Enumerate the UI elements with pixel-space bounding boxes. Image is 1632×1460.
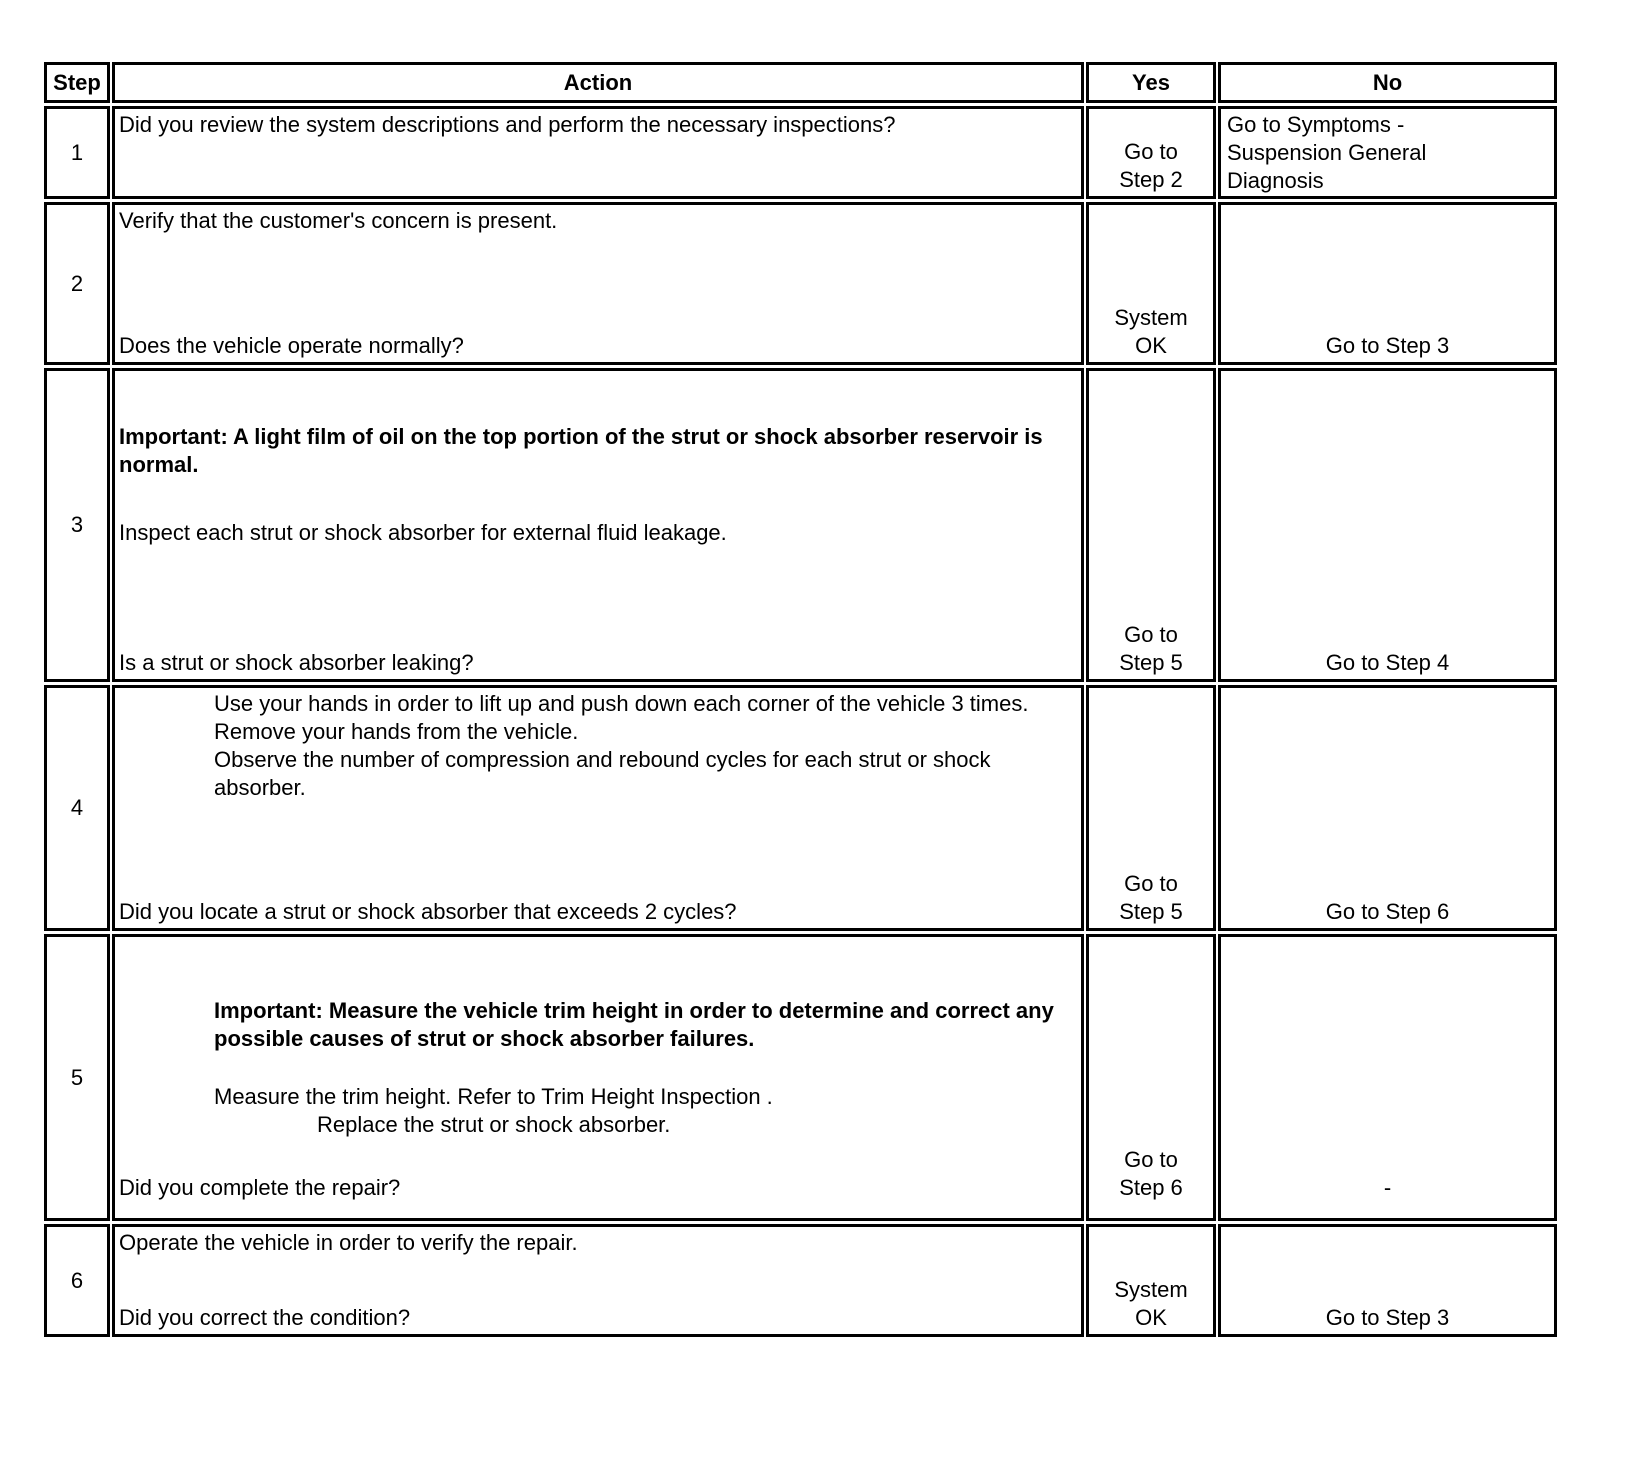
column-header-step: Step [44,62,110,103]
step-2-intro: Verify that the customer's concern is present. [119,208,558,233]
step-2-no-text: Go to Step 3 [1325,333,1450,358]
step-1-yes-text: Go to Step 2 [1119,139,1183,192]
step-3-yes-cell [1086,368,1216,682]
step-5-yes-text: Go to Step 6 [1119,1147,1183,1200]
step-2-yes-text: System OK [1114,305,1188,358]
column-header-no: No [1218,62,1557,103]
step-1-no-text: Go to Symptoms - Suspension General Diagnosis [1227,112,1427,193]
step-2-number: 2 [44,202,110,365]
step-1-number: 1 [44,106,110,199]
step-1-no-cell [1218,106,1557,199]
step-3-no-text: Go to Step 4 [1325,650,1450,675]
step-3-yes-text: Go to Step 5 [1119,622,1183,675]
step-3-action-cell [112,368,1084,682]
step-3-number: 3 [44,368,110,682]
step-4-question: Did you locate a strut or shock absorber that exceeds 2 cycles? [119,899,737,924]
column-header-yes: Yes [1086,62,1216,103]
step-6-yes-cell [1086,1224,1216,1337]
step-4-instruction-1: Use your hands in order to lift up and push down each corner of the vehicle 3 times. [214,691,1029,716]
step-2-no-cell [1218,202,1557,365]
column-header-action: Action [112,62,1084,103]
step-2-yes-cell [1086,202,1216,365]
step-3-no-cell [1218,368,1557,682]
step-5-sub-instruction: Replace the strut or shock absorber. [317,1112,671,1137]
step-5-instruction: Measure the trim height. Refer to Trim Height Inspection . [214,1084,773,1109]
step-4-yes-text: Go to Step 5 [1119,871,1183,924]
step-1-action-cell [112,106,1084,199]
step-2-action-cell [112,202,1084,365]
step-6-no-cell [1218,1224,1557,1337]
step-3-question: Is a strut or shock absorber leaking? [119,650,474,675]
step-1-question: Did you review the system descriptions and perform the necessary inspections? [119,112,896,137]
step-1-yes-cell [1086,106,1216,199]
step-5-no-cell [1218,934,1557,1221]
step-4-no-text: Go to Step 6 [1325,899,1450,924]
step-4-instruction-2: Remove your hands from the vehicle. [214,719,579,744]
step-5-yes-cell [1086,934,1216,1221]
step-2-question: Does the vehicle operate normally? [119,333,464,358]
step-6-action-cell [112,1224,1084,1337]
step-4-no-cell [1218,685,1557,931]
step-4-instruction-3: Observe the number of compression and rebound cycles for each strut or shock absorber. [214,747,991,800]
step-4-yes-cell [1086,685,1216,931]
step-4-action-cell [112,685,1084,931]
step-6-number: 6 [44,1224,110,1337]
step-5-no-text: - [1383,1175,1392,1200]
step-6-no-text: Go to Step 3 [1325,1305,1450,1330]
step-5-question: Did you complete the repair? [119,1175,401,1200]
step-4-number: 4 [44,685,110,931]
step-6-yes-text: System OK [1114,1277,1188,1330]
step-5-number: 5 [44,934,110,1221]
step-6-intro: Operate the vehicle in order to verify the repair. [119,1230,578,1255]
step-5-important-note: Important: Measure the vehicle trim height in order to determine and correct any possible causes of strut or shock absorber failures. [214,998,1054,1051]
step-3-instruction: Inspect each strut or shock absorber for external fluid leakage. [119,520,727,545]
step-3-important-note: Important: A light film of oil on the top portion of the strut or shock absorber reservoir is normal. [119,424,1043,477]
step-5-action-cell [112,934,1084,1221]
diagnostic-table [44,62,1557,1337]
step-6-question: Did you correct the condition? [119,1305,411,1330]
